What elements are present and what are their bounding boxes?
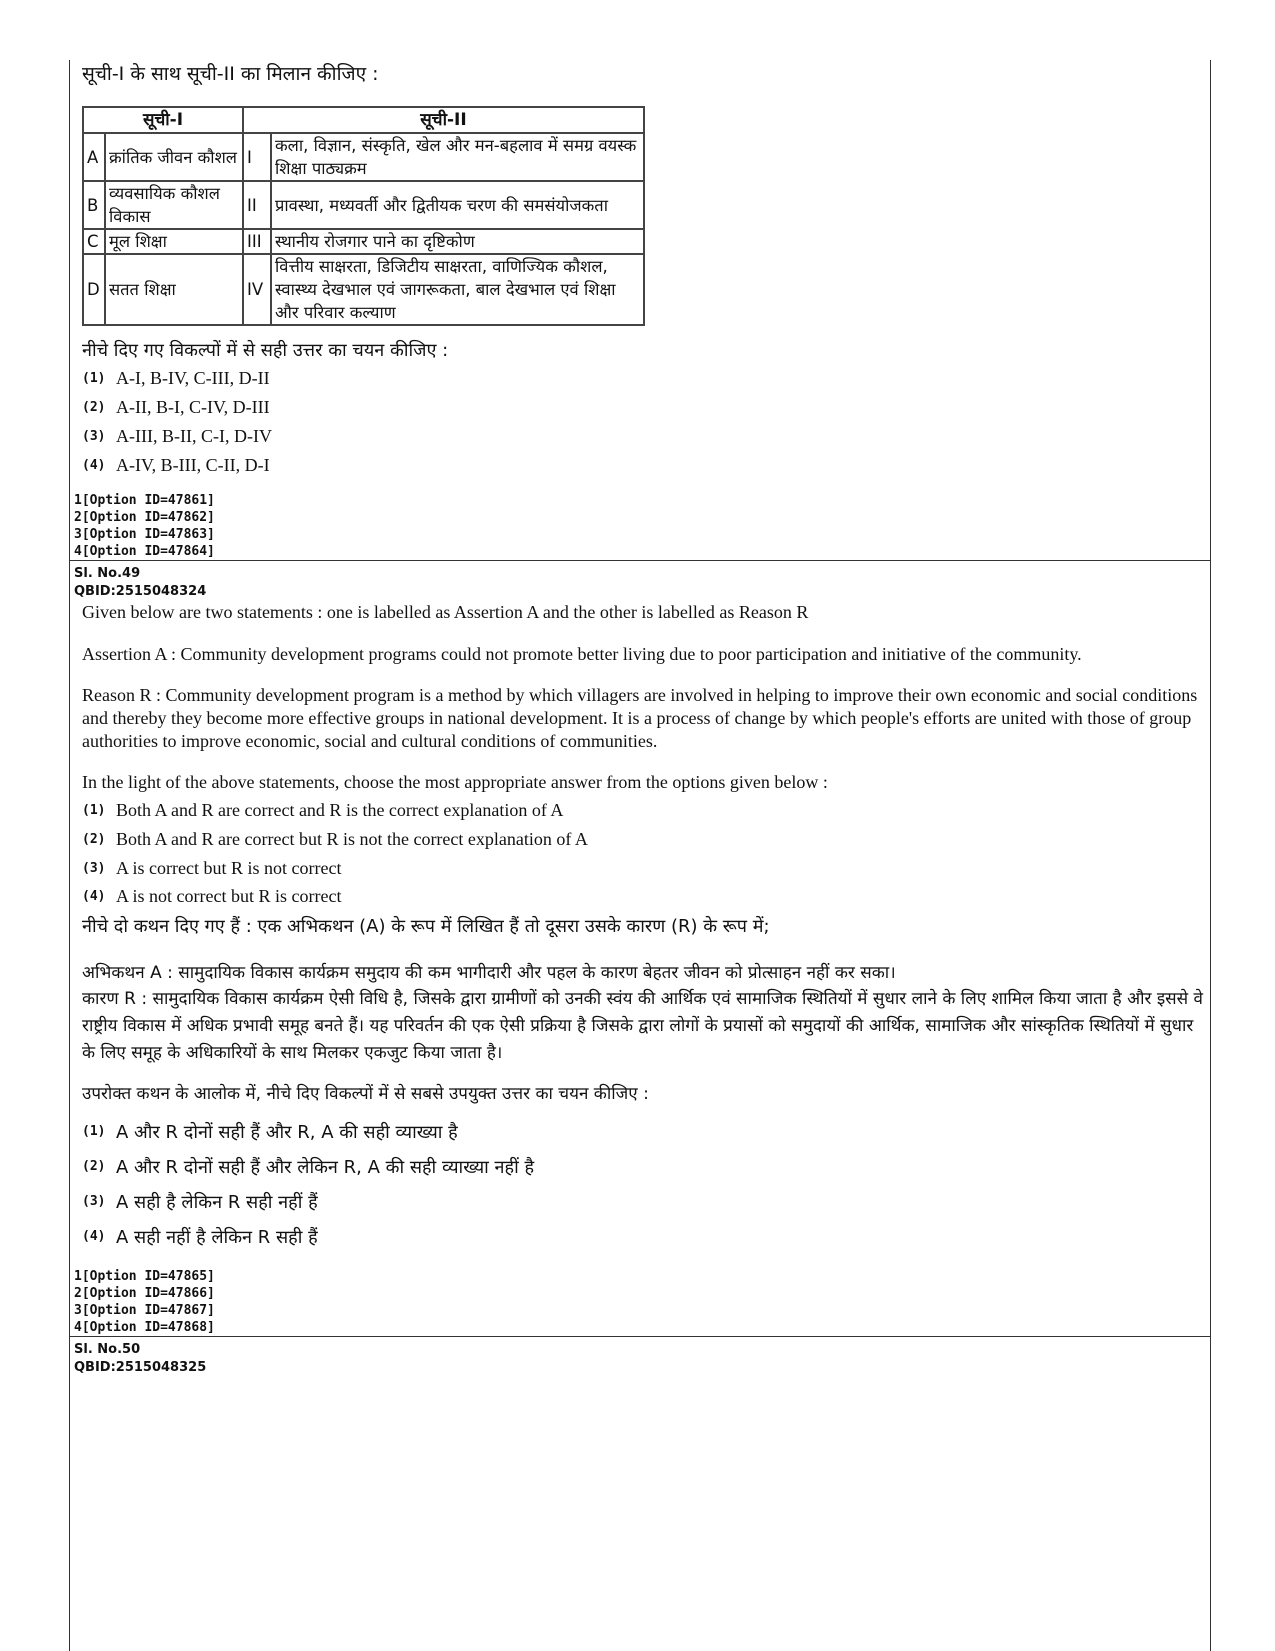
list-1-item: व्यवसायिक कौशल विकास (105, 181, 243, 229)
option-4[interactable] (82, 1219, 534, 1254)
q48-options (82, 364, 272, 480)
option-number: (1) (82, 803, 106, 818)
list-2-item: वित्तीय साक्षरता, डिजिटीय साक्षरता, वाणिज्यिक कौशल, स्वास्थ्य देखभाल एवं जागरूकता, बाल देखभाल एवं शिक्षा और परिवार कल्याण (271, 254, 644, 325)
option-2[interactable] (82, 1149, 534, 1184)
q49-hi-options (82, 1114, 534, 1254)
option-1[interactable] (82, 364, 272, 393)
list-1-item: सतत शिक्षा (105, 254, 243, 325)
option-text: A और R दोनों सही हैं और लेकिन R, A की सही व्याख्या नहीं है (116, 1156, 535, 1178)
q49-en-intro: Given below are two statements : one is labelled as Assertion A and the other is labelled as Reason R (82, 602, 809, 622)
q48-choose-instruction: नीचे दिए गए विकल्पों में से सही उत्तर का चयन कीजिए : (82, 340, 449, 361)
option-3[interactable] (82, 422, 272, 451)
option-id-2: 2[Option ID=47866] (74, 1286, 215, 1301)
table-row (83, 133, 644, 181)
option-4[interactable] (82, 451, 272, 480)
q49-hi-choose: उपरोक्त कथन के आलोक में, नीचे दिए विकल्पों में से सबसे उपयुक्त उत्तर का चयन कीजिए : (82, 1084, 649, 1104)
q49-option-ids (74, 1268, 215, 1336)
table-row (83, 229, 644, 254)
serial-number: Sl. No.49 (74, 566, 141, 581)
q49-en-reason: Reason R : Community development program is a method by which villagers are involved in helping to improve their own economic and social conditions and thereby they become more effective groups in national development. It is a process of change by which people's efforts are united with those of group authorities to improve economic, social and cultural conditions of communities. (82, 685, 1198, 751)
option-number: (4) (82, 1229, 106, 1244)
page-frame (69, 60, 1211, 1651)
option-number: (3) (82, 861, 106, 876)
option-id-4: 4[Option ID=47868] (74, 1320, 215, 1335)
q49-en-options (82, 796, 588, 909)
row-numeral: II (243, 181, 271, 229)
option-text: A सही है लेकिन R सही नहीं हैं (116, 1191, 318, 1213)
option-text: A सही नहीं है लेकिन R सही हैं (116, 1226, 318, 1248)
match-table-header (83, 107, 644, 133)
option-id-1: 1[Option ID=47861] (74, 493, 215, 508)
match-table (82, 106, 645, 326)
row-numeral: III (243, 229, 271, 254)
option-number: (2) (82, 400, 106, 415)
option-id-3: 3[Option ID=47863] (74, 527, 215, 542)
q48-intro: सूची-I के साथ सूची-II का मिलान कीजिए : (82, 63, 379, 85)
option-3[interactable] (82, 854, 588, 883)
option-text: Both A and R are correct and R is the correct explanation of A (116, 800, 564, 820)
option-number: (4) (82, 888, 106, 904)
row-key: D (83, 254, 105, 325)
q49-hi-assertion: अभिकथन A : सामुदायिक विकास कार्यक्रम समुदाय की कम भागीदारी और पहल के कारण बेहतर जीवन को प्रोत्साहन नहीं कर सका। (82, 963, 896, 983)
row-key: C (83, 229, 105, 254)
option-text: Both A and R are correct but R is not the correct explanation of A (116, 829, 588, 849)
table-row (83, 254, 644, 325)
qbid: QBID:2515048325 (74, 1360, 207, 1375)
option-id-1: 1[Option ID=47865] (74, 1269, 215, 1284)
option-2[interactable] (82, 825, 588, 854)
q49-hi-intro: नीचे दो कथन दिए गए हैं : एक अभिकथन (A) के रूप में लिखित हैं तो दूसरा उसके कारण (R) के रूप में; (82, 916, 770, 937)
option-1[interactable] (82, 796, 588, 825)
list-1-item: क्रांतिक जीवन कौशल (105, 133, 243, 181)
option-number: (4) (82, 458, 106, 473)
q49-en-choose: In the light of the above statements, choose the most appropriate answer from the options given below : (82, 772, 828, 792)
row-key: A (83, 133, 105, 181)
option-number: (2) (82, 1159, 106, 1174)
list-1-header: सूची-I (83, 107, 243, 133)
option-text: A is not correct but R is correct (116, 885, 342, 906)
option-3[interactable] (82, 1184, 534, 1219)
option-text: A-II, B-I, C-IV, D-III (116, 397, 270, 417)
option-number: (1) (82, 371, 106, 386)
option-id-2: 2[Option ID=47862] (74, 510, 215, 525)
qbid: QBID:2515048324 (74, 584, 207, 599)
q49-hi-reason: कारण R : सामुदायिक विकास कार्यक्रम ऐसी विधि है, जिसके द्वारा ग्रामीणों को उनकी स्वंय की आर्थिक एवं सामाजिक स्थितियों में सुधार लाने के लिए शामिल किया जाता है और इससे वे राष्ट्रीय विकास में अधिक प्रभावी समूह बनते हैं। यह परिवर्तन की एक ऐसी प्रक्रिया है जिसके द्वारा लोगों के प्रयासों को समुदायों की आर्थिक, सामाजिक और सांस्कृतिक स्थितियों में सुधार के लिए समूह के अधिकारियों के साथ मिलकर एकजुट किया जाता है। (82, 989, 1204, 1063)
option-id-3: 3[Option ID=47867] (74, 1303, 215, 1318)
option-2[interactable] (82, 393, 272, 422)
list-2-item: प्रावस्था, मध्यवर्ती और द्वितीयक चरण की समसंयोजकता (271, 181, 644, 229)
row-key: B (83, 181, 105, 229)
q48-option-ids (74, 492, 215, 560)
option-number: (3) (82, 429, 106, 444)
q49-header (74, 565, 206, 601)
divider (70, 560, 1210, 561)
divider (70, 1336, 1210, 1337)
option-text: A और R दोनों सही हैं और R, A की सही व्याख्या है (116, 1121, 458, 1143)
list-1-item: मूल शिक्षा (105, 229, 243, 254)
option-text: A-IV, B-III, C-II, D-I (116, 455, 270, 475)
option-id-4: 4[Option ID=47864] (74, 544, 215, 559)
option-4[interactable] (82, 883, 588, 909)
q49-en-assertion: Assertion A : Community development programs could not promote better living due to poor participation and initiative of the community. (82, 644, 1082, 664)
option-text: A is correct but R is not correct (116, 858, 342, 878)
option-number: (3) (82, 1194, 106, 1209)
option-1[interactable] (82, 1114, 534, 1149)
list-2-header: सूची-II (243, 107, 644, 133)
option-text: A-I, B-IV, C-III, D-II (116, 368, 270, 388)
table-row (83, 181, 644, 229)
option-number: (1) (82, 1124, 106, 1139)
row-numeral: I (243, 133, 271, 181)
serial-number: Sl. No.50 (74, 1342, 141, 1357)
row-numeral: IV (243, 254, 271, 325)
list-2-item: कला, विज्ञान, संस्कृति, खेल और मन-बहलाव में समग्र वयस्क शिक्षा पाठ्यक्रम (271, 133, 644, 181)
option-text: A-III, B-II, C-I, D-IV (116, 426, 272, 446)
list-2-item: स्थानीय रोजगार पाने का दृष्टिकोण (271, 229, 644, 254)
q50-header (74, 1341, 206, 1377)
option-number: (2) (82, 832, 106, 847)
